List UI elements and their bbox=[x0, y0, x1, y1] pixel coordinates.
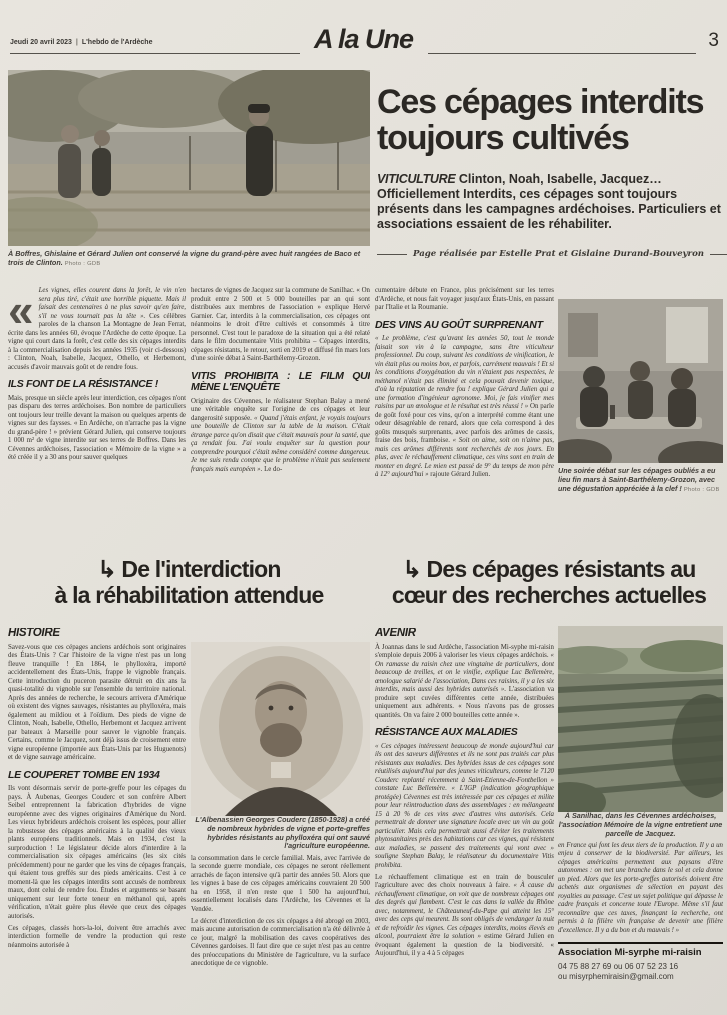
paragraph-run: À Joannas dans le sud Ardèche, l'association Mi-syphe mi-raisin s'emploie depuis 2006 à valoriser les vieux cépages ardéchois. bbox=[375, 643, 554, 659]
contact-name: Association Mi-syrphe mi-raisin bbox=[558, 947, 702, 959]
photo-credit: Photo : GDB bbox=[64, 260, 101, 267]
subhead-vitis-prohibita: VITIS PROHIBITA : LE FILM QUI MÈNE L'ENQUÊTE bbox=[191, 369, 370, 393]
article-paragraph: « Ces cépages intéressent beaucoup de monde aujourd'hui car ils ont des saveurs différentes et ils ne sont pas traités car plus résistants aux maladies. Des hybrides issus de ces cépages sont réutilisés aujourd'hui par des jeunes viticulteurs, comme le 7120 Couderc replanté récemment à Saint-Etienne-de-Fontbellon » constate Luc Bellemère. « L'IGP (indication géographique protégée) Cévennes est très intéressée par ces cépages et milite pour leur réintroduction dans des assemblages : en mélangeant 15 à 20 % de ces vins avec d'autres vins autorisés. Cela permettrait de donner une signature locale avec un vin au goût particulier. Mais cela permettrait aussi d'éviter les traitements phytosanitaires près des habitations car ces vignes, qui résistent aux maladies, se passent des traitements qui vont avec » souligne Stephan Balay, le réalisateur du documentaire Vitis prohibita. bbox=[375, 742, 554, 869]
article-paragraph: cumentaire débute en France, plus précisément sur les terres d'Ardèche, et nous fait voyager jusqu'aux États-Unis, en passant par l'Italie et la Roumanie. bbox=[375, 287, 554, 311]
section-title: A la Une bbox=[313, 24, 414, 54]
article-paragraph bbox=[191, 398, 370, 475]
contact-box bbox=[558, 942, 723, 982]
byline-text: Page réalisée par Estelle Prat et Gislaine Durand-Bouveyron bbox=[413, 249, 705, 259]
paragraph-run: Le réchauffement climatique est en train de bousculer l'agriculture avec des choix nouveaux à faire. bbox=[375, 873, 554, 889]
paragraph-run: rajoute Gérard Julien. bbox=[430, 471, 491, 478]
vineyard-couple-photo-image bbox=[8, 70, 370, 246]
article-column-2 bbox=[191, 287, 370, 558]
header-rule-right bbox=[428, 53, 696, 54]
couderc-portrait-image bbox=[191, 642, 370, 816]
sanilhac-caption: À Sanilhac, dans les Cévennes ardéchoises, l'association Mémoire de la vigne entretient une parcelle de Jacquez. bbox=[558, 811, 723, 838]
photo-credit: Photo : GDB bbox=[683, 486, 720, 493]
article-column-3 bbox=[375, 287, 554, 558]
couderc-portrait bbox=[191, 642, 370, 816]
subhead-avenir: AVENIR bbox=[375, 628, 416, 639]
soiree-photo-caption bbox=[558, 467, 723, 494]
subhead-vins-surprenants: DES VINS AU GOÛT SURPRENANT bbox=[375, 318, 543, 331]
article-paragraph: Ils vont désormais servir de porte-greffe pour les cépages du pays. À Aubenas, Georges Couderc et son confrère Albert Seibel entreprennent la fabrication d'hybrides de vigne européenne avec des vignes originaires d'Amérique du Nord. Les vieux hybrideurs ardéchois croisent les espèces, pour allier la robustesse des cépages américains à la qualité des vieux plants européens traditionnels. Mais en 1934, c'est la surproduction ! Le législateur décide alors d'interdire à la commercialisation six cépages américains (les six cités précédemment) pour ne garder que les vins de cépages français, qui étaient tous greffés sur des pieds américains. C'est à ce moment-là que les cépages interdits sont accusés de nombreux maux, dont celui de rendre fou. Études et arguments se basant uniquement sur leur forte teneur en méthanol qui, après vérification, n'était guère plus élevée que ceux des cépages autorisés. bbox=[8, 785, 186, 920]
article-paragraph bbox=[375, 335, 554, 480]
header-date: Jeudi 20 avril 2023 bbox=[10, 39, 72, 46]
quote-run: « On ramasse du raisin chez une vingtaine de particuliers, dont beaucoup de treilles, et on le vinifie, explique Luc Bellemère, œnologue salarié de l'association, Dans ces raisins, il y a les six interdits, mais aussi des hybrides autorisés ». bbox=[375, 652, 554, 693]
crosshead-line: ↳ De l'interdiction bbox=[97, 556, 281, 582]
article-paragraph: Mais, presque un siècle après leur interdiction, ces cépages n'ont pas disparu des terres ardéchoises. Bon nombre de particuliers ont toujours leur treille devant la maison ou quelques arpents de vignes sur des faysses. « En Ardèche, on n'arrache pas la vigne du grand-père ! » prévient Gérard Julien, qui conserve toujours 1 000 m² de vigne interdite sur ses terres de Boffres. Dans les Cévennes ardéchoises, l'association « Mémoire de la vigne » a été créée il y a 30 ans pour sauver quelques bbox=[8, 394, 186, 461]
subhead-resistance: ILS FONT DE LA RÉSISTANCE ! bbox=[8, 378, 158, 390]
contact-email: ou misyrphemiraisin@gmail.com bbox=[558, 971, 674, 981]
quote-run: « Soit on aime, soit on n'aime pas, mais ces arômes différents sont recherchés de nos jours. En plus, avec le réchauffement climatique, ces vins sont en train de monter en degré. Le mien est passé de 9° du temps de mon père à 12° aujourd'hui » bbox=[375, 437, 554, 478]
paragraph-run: Originaire des Cévennes, le réalisateur Stephan Balay a mené une véritable enquête sur l'origine de ces cépages et leur dangerosité supposée. bbox=[191, 397, 370, 422]
couderc-caption: L'Albenassien Georges Couderc (1850-1928) a créé de nombreux hybrides de vigne et porte-greffes hybrides résistants au phylloxéra qui ont sauvé l'agriculture européenne. bbox=[195, 815, 370, 851]
lead-photo-caption bbox=[8, 250, 370, 269]
article-paragraph: Ces cépages, classés hors-la-loi, doivent être arrachés avec interdiction formelle de vendre la production qui reste néanmoins autorisée à bbox=[8, 924, 186, 949]
article-paragraph: hectares de vignes de Jacquez sur la commune de Sanilhac. « On produit entre 2 500 et 5 000 bouteilles par an qui sont distribuées aux membres de l'association » explique Hervé Garnier. Car, interdits à la commercialisation, ces cépages ont néanmoins le droit d'être cultivés et consommés à titre personnel. C'est tout le paradoxe de la situation qui a été relaté dans le film documentaire Vitis prohibita – Cépages interdits, cépages résistants, le retour, sorti en 2019 et diffusé fin mars lors d'une soirée débat à Saint-Barthélemy-Grozon. bbox=[191, 287, 370, 362]
standfirst-text: Clinton, Noah, Isabelle, Jacquez… Officiellement Interdits, ces cépages sont toujours présents dans les campagnes ardéchoises. Particuliers et associations essaient de les réhabiliter. bbox=[377, 172, 721, 231]
opening-paragraph bbox=[8, 287, 186, 372]
paragraph-run: L'association va produire sept cuvées différentes cette année, distribuées uniquement aux adhérents. « Nous n'avons pas de grosses quantités. On va faire 2 000 bouteilles cette année ». bbox=[375, 686, 554, 719]
byline bbox=[377, 249, 725, 259]
paragraph-run: Le do- bbox=[264, 465, 283, 473]
header-separator: | bbox=[75, 39, 78, 46]
quote-run: « À cause du réchauffement climatique, on voit que de nombreux cépages ont des degrés qui flambent. C'est le cas dans la vallée du Rhône avec, notamment, le Châteauneuf-du-Pape qui atteint les 15° avec des ceps qui meurent. Ils sont obligés de vendanger la nuit et de refroidir les vignes. Ces cépages interdits, moins élevés en alcool, pourraient être la solution » bbox=[375, 882, 554, 940]
article-paragraph: Ces célèbres paroles de la chanson La Montagne de Jean Ferrat, écrite dans les années 60, évoque l'Ardèche de cette époque. La vigne qui court dans la forêt, c'est celle des six cépages interdits à la commercialisation depuis les années 1935 (voir ci-dessous) : Clinton, Noah, Isabelle, Jacquez, Othello, et Herbemont, accusés d'avoir mauvais goût et de rendre fous. bbox=[8, 312, 186, 371]
subhead-couperet: LE COUPERET TOMBE EN 1934 bbox=[8, 768, 160, 781]
sanilhac-column bbox=[558, 626, 723, 1014]
headline-line1: Ces cépages interdits bbox=[377, 83, 704, 121]
crosshead-line: cœur des recherches actuelles bbox=[391, 582, 707, 608]
sanilhac-vineyard-photo-image bbox=[558, 626, 723, 812]
subhead-resistance-maladies: RÉSISTANCE AUX MALADIES bbox=[375, 726, 518, 738]
crosshead-line: ↳ Des cépages résistants au bbox=[402, 556, 696, 582]
crosshead-recherches bbox=[375, 556, 723, 608]
standfirst bbox=[377, 172, 725, 232]
byline-rule bbox=[710, 254, 727, 255]
quote-run: « Le problème, c'est qu'avant les années 50, tout le monde faisait son vin à la campagne, sans être viticulteur professionnel. Du coup, suivant les conditions de vinification, le vin était plus ou moins bon, et parfois, carrément mauvais ! Et si les conditions d'oxygénation du vin n'étaient pas respectées, le méthanol n'était pas éliminé et cela pouvait devenir toxique, d'où la réputation de rendre fou ! explique Gérard Julien qui a une formation d'ingénieur agronome. Moi, je fais vinifier mes raisins par un œnologue et le résultat est très réussi ! » bbox=[375, 335, 554, 410]
song-quote: Les vignes, elles courent dans la forêt, le vin n'en sera plus tiré, c'était une horrible piquette. Mais il faisait des centenaires à ne plus savoir qu'en faire, s'il ne vous tournait pas la tête ». bbox=[38, 287, 186, 320]
article-paragraph: en France qui font les deux tiers de la production. Il y a un enjeu à conserver de la biodiversité. Par ailleurs, les cépages américains permettent aux paysans d'être autonomes : on met une branche dans le sol et cela donne un pied. Alors que les porte-greffes autorisés doivent être achetés aux organismes de sélection en payant des royalties au passage. C'est un sujet politique qui dépasse le cadre français et concerne toute l'Europe. Même s'il faut reconnaître que ces taxes, finançant la recherche, ont permis à la filière vin française de devenir une filière d'excellence. Il y a du bon et du mauvais ! » bbox=[558, 841, 723, 934]
sanilhac-photo bbox=[558, 626, 723, 812]
pull-quote-mark: « bbox=[8, 287, 34, 336]
article-paragraph bbox=[375, 644, 554, 721]
quote-run: « Quand j'étais enfant, je voyais toujours une bouteille de Clinton sur la table de la maison. C'était étrange parce qu'on disait que c'était mauvais pour la santé, que ça rendait fou. J'ai voulu enquêter sur la question pour comprendre pourquoi c'était même considéré comme dangereux. Je me suis rendu compte que le problème n'était pas seulement français mais européen ». bbox=[191, 414, 370, 473]
contact-phone: 04 75 88 27 69 ou 06 07 52 23 16 bbox=[558, 961, 679, 971]
article-paragraph: Le décret d'interdiction de ces six cépages a été abrogé en 2003, mais aucune autorisation de commercialisation n'a été délivrée à ce jour, malgré la mobilisation des caves coopératives des Cévennes gardoises. Il faut dire que ce sujet n'est pas au centre des préoccupations du Ministère de l'agriculture, vu la surface anecdotique de ce vignoble. bbox=[191, 917, 370, 968]
byline-rule bbox=[377, 254, 407, 255]
article-paragraph: la consommation dans le cercle familial. Mais, avec l'arrivée de la seconde guerre mondiale, ces cépages ne seront réellement arrachés de façon intensive qu'à partir des années 50. Alors que les vignes à base de ces cépages américains couvraient 20 500 ha en 1958, il n'en reste que 1 500 ha aujourd'hui, essentiellement localisés dans l'Ardèche, les Cévennes et la Vendée. bbox=[191, 854, 370, 913]
caption-text: Une soirée débat sur les cépages oubliés a eu lieu fin mars à Saint-Barthélemy-Grozon, avec une dégustation appréciée à la clef ! bbox=[558, 466, 716, 493]
subhead-histoire: HISTOIRE bbox=[8, 628, 60, 639]
avenir-column bbox=[375, 628, 554, 1015]
main-headline bbox=[377, 84, 725, 156]
paragraph-run: estime Gérard Julien en évoquant également la question de la biodiversité. « Aujourd'hui, il y a 4 à 5 cépages bbox=[375, 933, 554, 957]
soiree-debat-photo-image bbox=[558, 299, 723, 463]
crosshead-line: à la réhabilitation attendue bbox=[54, 582, 324, 608]
headline-line2: toujours cultivés bbox=[377, 119, 629, 157]
crosshead-rehabilitation bbox=[8, 556, 370, 608]
lead-photo bbox=[8, 70, 370, 246]
article-paragraph bbox=[375, 874, 554, 959]
kicker: VITICULTURE bbox=[377, 172, 456, 186]
header-publication: L'hebdo de l'Ardèche bbox=[81, 39, 153, 46]
histoire-column bbox=[8, 628, 186, 1015]
article-column-1 bbox=[8, 287, 186, 558]
page-number: 3 bbox=[708, 30, 719, 51]
paragraph-run: On parle de goût foxé pour ces vins, qu'on a interprété comme étant une odeur désagréable de renard, alors que cela correspond à des goûts musqués surprenants, avec parfois des arômes de cassis, fraise des bois, framboise. bbox=[375, 403, 554, 444]
soiree-photo bbox=[558, 299, 723, 463]
couderc-column bbox=[191, 642, 370, 1015]
caption-text: À Boffres, Ghislaine et Gérard Julien ont conservé la vigne du grand-père avec huit rangées de Baco et trois de Clinton. bbox=[8, 249, 361, 267]
article-paragraph: Savez-vous que ces cépages anciens ardéchois sont originaires des États-Unis ? Car l'histoire de la vigne n'est pas un long fleuve tranquille ! En 1864, le phylloxéra, importé accidentellement des États-Unis, frappe le vignoble français. Cette introduction du puceron parasite détruit en dix ans la quasi-totalité du vignoble sur l'ensemble du territoire national. Après des années de recherche, le secours arrivera d'Amérique où existent des vignes sauvages, résistantes au phylloxéra, mais également au mildiou et à l'oïdium. Des pieds de vigne de Clinton, Noah, Isabelle, Othello, Herbemont et Jacquez arrivent par bateaux à Marseille pour sauver le vignoble français. Certains, comme le Jacquez, sont déjà issus de croisement entre vigne européenne (importée aux États-Unis par les Huguenots) et de vigne sauvage américaine. bbox=[8, 643, 186, 761]
